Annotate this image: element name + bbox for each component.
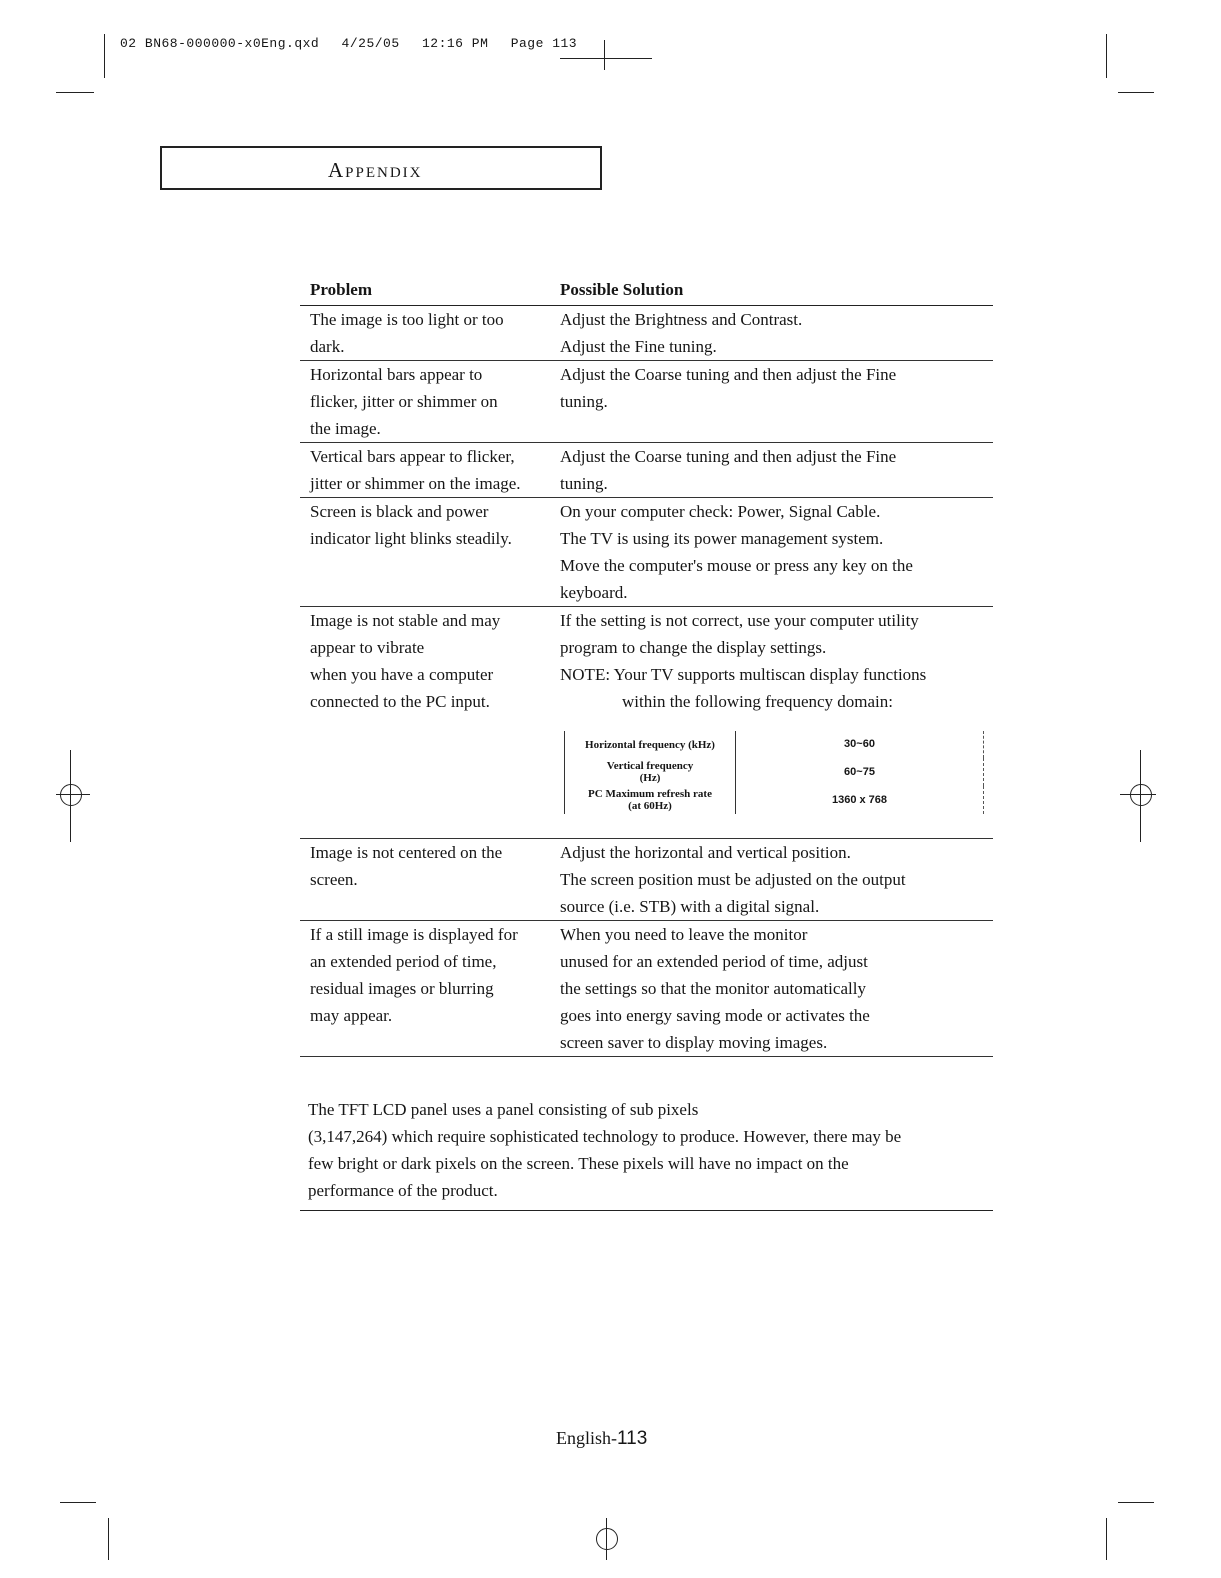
- problem-text: Screen is black and power: [310, 502, 489, 521]
- solution-text: Adjust the Fine tuning.: [560, 337, 717, 356]
- solution-cell: [550, 306, 993, 360]
- solution-text: If the setting is not correct, use your computer utility: [560, 611, 919, 630]
- problem-text: dark.: [310, 337, 345, 356]
- frequency-label-text: PC Maximum refresh rate: [588, 788, 712, 800]
- crop-mark: [604, 40, 605, 70]
- frequency-label: [565, 758, 736, 786]
- footnote-line: The TFT LCD panel uses a panel consisting of sub pixels: [308, 1100, 699, 1119]
- frequency-row: [565, 786, 984, 814]
- solution-cell: [550, 607, 993, 814]
- table-row: [300, 361, 993, 443]
- solution-cell: [550, 839, 993, 920]
- crop-mark: [108, 1518, 109, 1560]
- footnote-line: few bright or dark pixels on the screen. These pixels will have no impact on the: [308, 1154, 849, 1173]
- problem-cell: [300, 443, 550, 497]
- solution-cell: [550, 443, 993, 497]
- solution-text: tuning.: [560, 474, 608, 493]
- problem-text: screen.: [310, 870, 358, 889]
- frequency-row: [565, 731, 984, 758]
- page-number-value: 113: [617, 1428, 648, 1449]
- solution-text: The TV is using its power management system.: [560, 529, 884, 548]
- crop-mark: [560, 58, 652, 59]
- crop-mark: [56, 92, 94, 93]
- problem-text: Image is not stable and may: [310, 611, 501, 630]
- frequency-label-text: Vertical frequency: [606, 760, 694, 772]
- problem-text: Image is not centered on the: [310, 843, 503, 862]
- solution-text: Adjust the Coarse tuning and then adjust the Fine: [560, 365, 897, 384]
- frequency-label: [565, 731, 736, 758]
- problem-cell: [300, 306, 550, 360]
- print-header: [120, 36, 591, 51]
- problem-text: The image is too light or too: [310, 310, 504, 329]
- problem-text: residual images or blurring: [310, 979, 494, 998]
- solution-text: tuning.: [560, 392, 608, 411]
- solution-text: unused for an extended period of time, adjust: [560, 952, 868, 971]
- troubleshooting-table: [300, 276, 993, 1057]
- footnote: [300, 1096, 993, 1211]
- print-date: 4/25/05: [341, 36, 400, 51]
- solution-text: screen saver to display moving images.: [560, 1033, 828, 1052]
- footnote-line: (3,147,264) which require sophisticated technology to produce. However, there may be: [308, 1127, 902, 1146]
- crop-mark: [1118, 92, 1154, 93]
- solution-text: The screen position must be adjusted on the output: [560, 870, 906, 889]
- page-number: [556, 1428, 647, 1450]
- solution-text: goes into energy saving mode or activates the: [560, 1006, 870, 1025]
- problem-text: flicker, jitter or shimmer on: [310, 392, 498, 411]
- table-row: [300, 443, 993, 498]
- page-number-prefix: English-: [556, 1428, 617, 1448]
- solution-text: When you need to leave the monitor: [560, 925, 808, 944]
- table-row: [300, 498, 993, 607]
- crop-mark: [1118, 1502, 1154, 1503]
- solution-text: program to change the display settings.: [560, 638, 827, 657]
- table-header: [300, 276, 993, 306]
- crop-mark: [60, 1502, 96, 1503]
- problem-text: may appear.: [310, 1006, 393, 1025]
- solution-cell: [550, 361, 993, 442]
- frequency-label: [565, 786, 736, 814]
- problem-cell: [300, 361, 550, 442]
- solution-text: source (i.e. STB) with a digital signal.: [560, 897, 820, 916]
- solution-text: Adjust the horizontal and vertical position.: [560, 843, 851, 862]
- solution-text: NOTE: Your TV supports multiscan display functions: [560, 665, 927, 684]
- header-problem: Problem: [310, 280, 373, 299]
- problem-cell: [300, 921, 550, 1056]
- footnote-line: performance of the product.: [308, 1181, 498, 1200]
- solution-text: within the following frequency domain:: [622, 692, 893, 711]
- print-time: 12:16 PM: [421, 36, 489, 51]
- registration-mark: [596, 1528, 618, 1550]
- section-title: Appendix: [328, 158, 423, 182]
- problem-text: appear to vibrate: [310, 638, 425, 657]
- solution-text: Adjust the Coarse tuning and then adjust the Fine: [560, 447, 897, 466]
- frequency-label-text: (at 60Hz): [628, 800, 672, 812]
- problem-text: an extended period of time,: [310, 952, 497, 971]
- registration-mark: [60, 784, 82, 806]
- problem-text: the image.: [310, 419, 381, 438]
- frequency-table: [564, 731, 984, 814]
- problem-text: indicator light blinks steadily.: [310, 529, 512, 548]
- crop-mark: [1106, 34, 1107, 78]
- frequency-value: 30~60: [844, 738, 875, 750]
- problem-cell: [300, 839, 550, 920]
- solution-text: the settings so that the monitor automatically: [560, 979, 866, 998]
- table-row: [300, 607, 993, 839]
- table-row: [300, 921, 993, 1057]
- problem-cell: [300, 607, 550, 814]
- table-row: [300, 839, 993, 921]
- frequency-value: 60~75: [844, 765, 875, 778]
- appendix-header-box: [160, 146, 602, 190]
- frequency-label-text: Horizontal frequency (kHz): [585, 738, 715, 751]
- solution-text: On your computer check: Power, Signal Cable.: [560, 502, 881, 521]
- header-solution: Possible Solution: [560, 280, 684, 299]
- frequency-label-text: (Hz): [639, 772, 661, 784]
- solution-text: Move the computer's mouse or press any key on the: [560, 556, 913, 575]
- problem-text: when you have a computer: [310, 665, 494, 684]
- solution-cell: [550, 498, 993, 606]
- table-row: [300, 306, 993, 361]
- problem-text: If a still image is displayed for: [310, 925, 518, 944]
- problem-text: Vertical bars appear to flicker,: [310, 447, 515, 466]
- frequency-value: 1360 x 768: [831, 793, 888, 806]
- solution-text: Adjust the Brightness and Contrast.: [560, 310, 803, 329]
- crop-mark: [104, 34, 105, 78]
- registration-mark: [1130, 784, 1152, 806]
- solution-cell: [550, 921, 993, 1056]
- problem-text: connected to the PC input.: [310, 692, 490, 711]
- problem-text: Horizontal bars appear to: [310, 365, 483, 384]
- solution-text: keyboard.: [560, 583, 628, 602]
- frequency-row: [565, 758, 984, 786]
- print-file-name: 02 BN68-000000-x0Eng.qxd: [120, 36, 320, 51]
- problem-cell: [300, 498, 550, 606]
- crop-mark: [1106, 1518, 1107, 1560]
- problem-text: jitter or shimmer on the image.: [310, 474, 521, 493]
- print-page-label: Page 113: [510, 36, 578, 51]
